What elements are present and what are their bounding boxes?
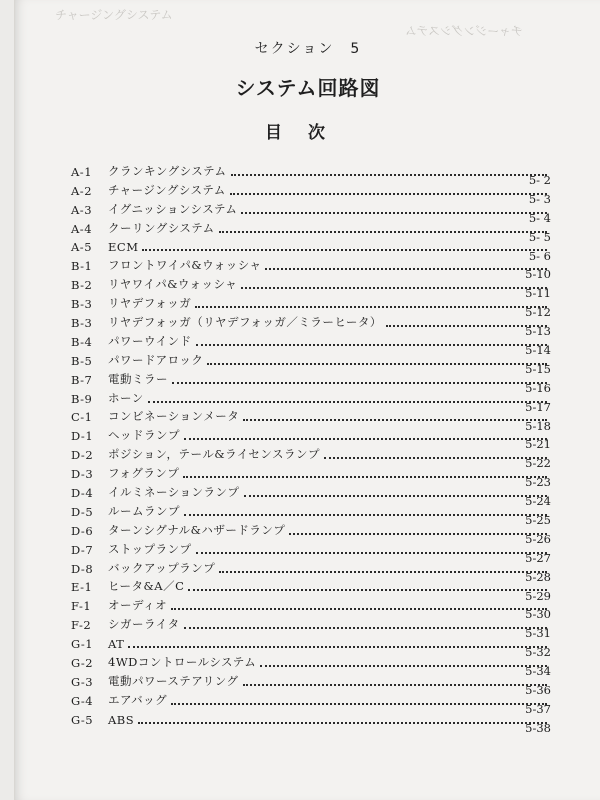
toc-entry-title: フロントワイパ&ウォッシャ <box>108 258 262 273</box>
toc-entry-code: D-3 <box>71 467 94 482</box>
toc-entry-title: 電動パワーステアリング <box>108 673 239 688</box>
toc-entry-title: イグニッションシステム <box>108 201 238 216</box>
toc-entry-code: C-1 <box>71 410 93 425</box>
toc-entry-page: 5-10 <box>525 267 551 282</box>
dot-leader <box>196 344 547 346</box>
toc-entry-page: 5- 5 <box>528 229 551 244</box>
dot-leader <box>386 325 547 327</box>
dot-leader <box>142 249 547 251</box>
toc-entry-code: F-2 <box>71 618 92 633</box>
toc-entry-code: G-5 <box>71 712 94 727</box>
toc-entry <box>71 368 551 395</box>
toc-entry-code: A-2 <box>71 183 93 198</box>
toc-entry <box>71 689 551 716</box>
toc-entry-code: A-4 <box>71 221 93 236</box>
dot-leader <box>231 174 547 176</box>
toc-entry-code: B-7 <box>71 372 93 387</box>
toc-entry-page: 5- 2 <box>528 173 551 187</box>
toc-entry-title: シガーライタ <box>108 617 180 632</box>
toc-entry-code: D-5 <box>71 504 94 519</box>
toc-entry-code: B-9 <box>71 391 93 406</box>
toc-entry-page: 5-26 <box>525 531 551 546</box>
toc-entry <box>71 670 551 698</box>
toc-entry <box>71 406 551 433</box>
toc-entry-code: D-6 <box>71 523 94 538</box>
toc-entry-page: 5-28 <box>525 569 551 584</box>
toc-entry-page: 5-32 <box>525 645 551 660</box>
dot-leader <box>243 684 547 686</box>
dot-leader <box>324 457 547 459</box>
toc-entry <box>71 519 551 546</box>
toc-entry <box>71 462 551 490</box>
toc-entry-code: F-1 <box>71 599 92 614</box>
toc-entry-page: 5-30 <box>525 607 551 622</box>
toc-entry <box>71 594 551 622</box>
page-title: システム回路図 <box>235 76 381 100</box>
toc-entry-page: 5-22 <box>525 456 551 471</box>
toc-entry-page: 5-21 <box>525 437 551 452</box>
toc-entry-title: ヘッドランプ <box>108 428 180 443</box>
toc-entry-title: バックアップランプ <box>108 560 216 575</box>
toc-entry-page: 5- 3 <box>528 191 551 206</box>
toc-entry-page: 5-13 <box>525 324 551 339</box>
toc-entry-page: 5-27 <box>525 550 551 565</box>
toc-entry-page: 5- 6 <box>528 248 551 263</box>
toc-entry <box>71 198 551 225</box>
toc-entry-title: ターンシグナル&ハザードランプ <box>108 522 286 537</box>
dot-leader <box>230 193 547 195</box>
dot-leader <box>138 722 547 724</box>
toc-entry <box>71 311 551 339</box>
toc-entry-code: D-8 <box>71 561 94 576</box>
toc-entry <box>71 632 551 660</box>
dot-leader <box>241 212 547 214</box>
toc-entry <box>71 576 551 603</box>
dot-leader <box>171 608 547 610</box>
dot-leader <box>171 703 547 705</box>
table-of-contents <box>71 160 551 735</box>
dot-leader <box>172 382 547 384</box>
toc-entry-title: 4WDコントロールシステム <box>108 655 257 670</box>
toc-entry <box>71 330 551 358</box>
toc-entry-title: ポジション，テール&ライセンスランプ <box>108 447 321 462</box>
toc-entry-title: リヤデフォッガ（リヤデフォッガ／ミラーヒータ） <box>108 315 382 330</box>
toc-entry <box>71 538 551 565</box>
toc-entry <box>71 217 551 244</box>
bleed-through-text: チャージングシステム <box>55 8 173 22</box>
toc-entry <box>71 651 551 679</box>
toc-entry-title: ABS <box>108 712 135 727</box>
bleed-through-text-mirrored: チャージングシステム <box>405 24 523 38</box>
toc-entry-page: 5-12 <box>525 305 551 320</box>
dot-leader <box>184 627 547 629</box>
toc-entry-code: G-2 <box>71 656 94 671</box>
toc-entry-title: リヤデフォッガ <box>108 296 192 311</box>
dot-leader <box>289 533 547 535</box>
toc-heading: 目次 <box>265 123 351 143</box>
toc-entry <box>71 424 551 452</box>
toc-entry-page: 5-25 <box>525 513 551 528</box>
toc-entry-page: 5-11 <box>525 286 551 301</box>
toc-entry-title: 電動ミラー <box>108 371 168 386</box>
toc-entry-code: B-1 <box>71 259 93 274</box>
toc-entry-code: D-2 <box>71 448 94 463</box>
toc-entry <box>71 500 551 528</box>
toc-entry <box>71 179 551 206</box>
toc-entry <box>71 236 551 263</box>
toc-entry-title: リヤワイパ&ウォッシャ <box>108 277 238 292</box>
toc-entry-page: 5-36 <box>525 683 551 698</box>
toc-entry-code: A-5 <box>71 240 93 255</box>
toc-entry-page: 5-18 <box>525 418 551 433</box>
dot-leader <box>196 552 547 554</box>
toc-entry-page: 5-14 <box>525 343 551 358</box>
toc-entry-page: 5-23 <box>525 475 551 490</box>
dot-leader <box>219 231 547 233</box>
toc-entry-title: チャージングシステム <box>108 182 226 197</box>
toc-entry-title: クランキングシステム <box>108 163 227 178</box>
dot-leader <box>195 306 547 308</box>
toc-entry <box>71 557 551 584</box>
document-page <box>14 0 600 800</box>
toc-entry-code: D-4 <box>71 486 94 501</box>
dot-leader <box>207 363 547 365</box>
toc-entry-code: D-7 <box>71 542 94 557</box>
toc-entry-code: B-2 <box>71 278 93 293</box>
toc-entry-code: G-4 <box>71 693 94 708</box>
dot-leader <box>260 665 547 667</box>
toc-entry-title: オーディオ <box>108 598 168 613</box>
dot-leader <box>183 476 547 478</box>
toc-entry-page: 5-34 <box>525 664 551 679</box>
dot-leader <box>148 401 547 403</box>
toc-entry <box>71 292 551 320</box>
toc-entry <box>71 708 551 735</box>
toc-entry <box>71 273 551 301</box>
toc-entry-page: 5-24 <box>525 494 551 509</box>
toc-entry <box>71 613 551 641</box>
toc-entry-code: A-1 <box>71 164 93 179</box>
toc-entry-code: D-1 <box>71 429 94 444</box>
toc-entry-page: 5- 4 <box>528 210 551 225</box>
dot-leader <box>184 438 547 440</box>
dot-leader <box>244 495 547 497</box>
toc-entry-title: ホーン <box>108 390 144 405</box>
toc-entry-code: B-4 <box>71 334 93 349</box>
toc-entry <box>71 443 551 471</box>
toc-entry <box>71 254 551 282</box>
toc-entry-code: A-3 <box>71 202 93 217</box>
toc-entry-title: イルミネーションランプ <box>108 485 240 500</box>
section-heading: セクション 5 <box>254 41 362 57</box>
toc-entry-page: 5-38 <box>525 720 551 735</box>
toc-entry-code: G-3 <box>71 674 94 689</box>
toc-entry-title: パワードアロック <box>108 352 204 367</box>
toc-entry-code: B-5 <box>71 353 93 368</box>
toc-entry-page: 5-17 <box>525 399 551 414</box>
dot-leader <box>243 419 547 421</box>
toc-entry-title: パワーウインド <box>108 333 192 348</box>
dot-leader <box>219 571 547 573</box>
toc-entry-title: ストップランプ <box>108 541 192 556</box>
toc-entry-page: 5-29 <box>525 588 551 603</box>
toc-entry-title: コンビネーションメータ <box>108 409 240 424</box>
toc-entry-title: エアバッグ <box>108 692 168 707</box>
dot-leader <box>241 287 547 289</box>
toc-entry <box>71 160 551 187</box>
toc-entry-title: フォグランプ <box>108 466 180 481</box>
dot-leader <box>188 589 547 591</box>
toc-entry-title: AT <box>108 637 125 652</box>
dot-leader <box>128 646 547 648</box>
toc-entry-code: B-3 <box>71 316 93 331</box>
dot-leader <box>184 514 547 516</box>
toc-entry-title: ECM <box>108 240 139 255</box>
toc-entry-page: 5-15 <box>525 361 551 376</box>
toc-entry-code: E-1 <box>71 580 93 595</box>
toc-entry <box>71 481 551 509</box>
toc-entry-page: 5-37 <box>525 701 551 716</box>
toc-entry-page: 5-16 <box>525 380 551 395</box>
toc-entry-title: ルームランプ <box>108 503 180 518</box>
toc-entry-code: B-3 <box>71 297 93 312</box>
toc-entry <box>71 387 551 414</box>
toc-entry <box>71 349 551 376</box>
toc-entry-page: 5-31 <box>525 626 551 641</box>
dot-leader <box>265 268 547 270</box>
toc-entry-code: G-1 <box>71 637 94 652</box>
toc-entry-title: クーリングシステム <box>108 220 215 235</box>
toc-entry-title: ヒータ&A／C <box>108 579 185 594</box>
